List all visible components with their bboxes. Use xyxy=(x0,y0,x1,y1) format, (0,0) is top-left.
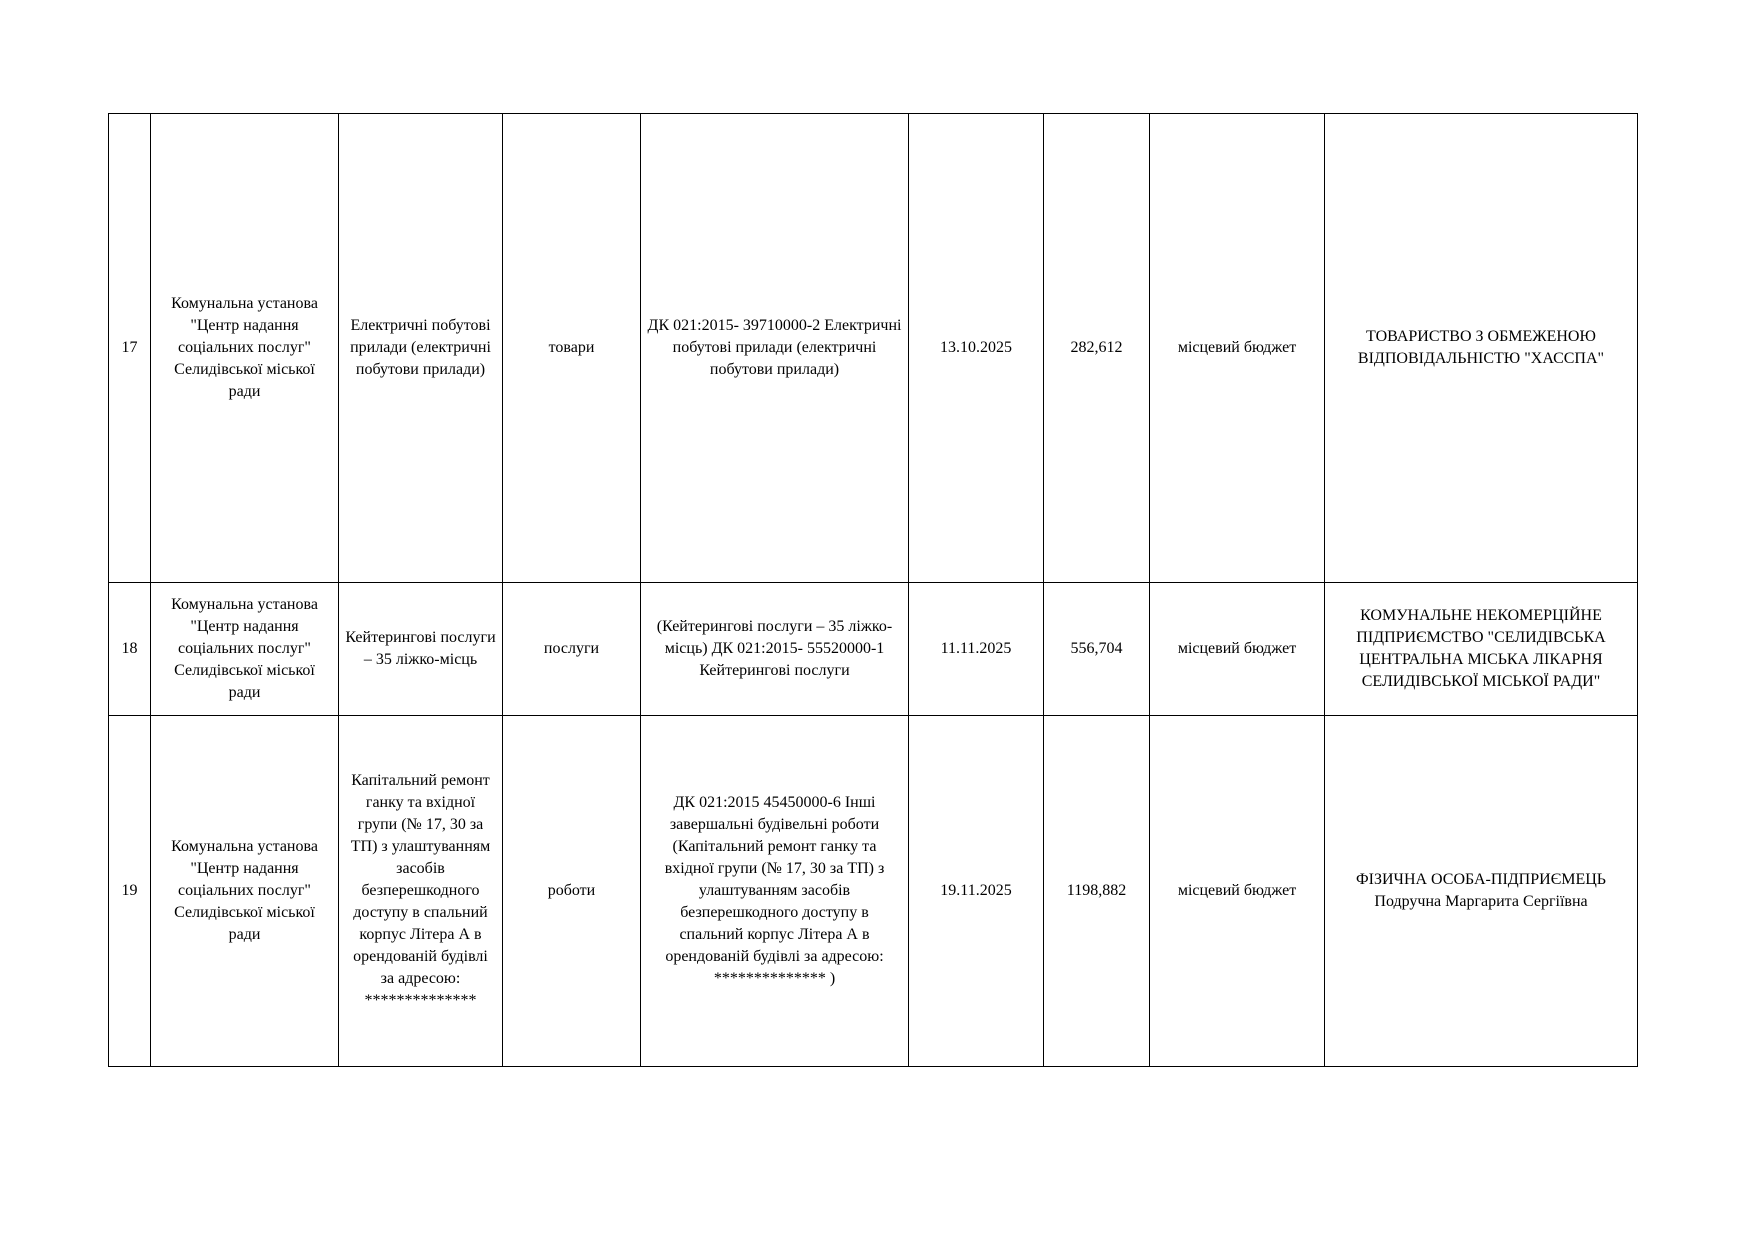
row-number: 18 xyxy=(109,583,151,716)
date-cell: 11.11.2025 xyxy=(909,583,1044,716)
supplier-name: КОМУНАЛЬНЕ НЕКОМЕРЦІЙНЕ ПІДПРИЄМСТВО "СЕЛИДІВСЬКА ЦЕНТРАЛЬНА МІСЬКА ЛІКАРНЯ СЕЛИДІВСЬКОЇ МІСЬКОЇ РАДИ" xyxy=(1356,607,1606,690)
funding-source-cell: місцевий бюджет xyxy=(1150,114,1325,583)
row-number: 19 xyxy=(109,716,151,1067)
classifier-code-cell: (Кейтерингові послуги – 35 ліжко-місць) ДК 021:2015- 55520000-1 Кейтерингові послуги xyxy=(641,583,909,716)
amount-cell: 556,704 xyxy=(1044,583,1150,716)
supplier-name: ТОВАРИСТВО З ОБМЕЖЕНОЮ ВІДПОВІДАЛЬНІСТЮ "ХАССПА" xyxy=(1357,328,1605,367)
subject-cell: Капітальний ремонт ганку та вхідної групи (№ 17, 30 за ТП) з улаштуванням засобів безперешкодного доступу в спальний корпус Літера А в орендованій будівлі за адресою: ************** xyxy=(339,716,503,1067)
supplier-cell xyxy=(1325,716,1638,1067)
procurement-table xyxy=(108,113,1638,1067)
classifier-code-cell: ДК 021:2015 45450000-6 Інші завершальні будівельні роботи (Капітальний ремонт ганку та вхідної групи (№ 17, 30 за ТП) з улаштуванням засобів безперешкодного доступу в спальний корпус Літера А в орендованій будівлі за адресою: ************** ) xyxy=(641,716,909,1067)
customer-cell: Комунальна установа "Центр надання соціальних послуг" Селидівської міської ради xyxy=(151,583,339,716)
type-cell: послуги xyxy=(503,583,641,716)
type-cell: товари xyxy=(503,114,641,583)
subject-cell: Електричні побутові прилади (електричні побутови прилади) xyxy=(339,114,503,583)
amount-cell: 282,612 xyxy=(1044,114,1150,583)
supplier-person: Подручна Маргарита Сергіївна xyxy=(1374,893,1588,910)
type-cell: роботи xyxy=(503,716,641,1067)
amount-cell: 1198,882 xyxy=(1044,716,1150,1067)
subject-cell: Кейтерингові послуги – 35 ліжко-місць xyxy=(339,583,503,716)
funding-source-cell: місцевий бюджет xyxy=(1150,583,1325,716)
classifier-code-cell: ДК 021:2015- 39710000-2 Електричні побутові прилади (електричні побутови прилади) xyxy=(641,114,909,583)
supplier-cell xyxy=(1325,583,1638,716)
row-number: 17 xyxy=(109,114,151,583)
date-cell: 19.11.2025 xyxy=(909,716,1044,1067)
table-row xyxy=(109,716,1638,1067)
table-row xyxy=(109,583,1638,716)
funding-source-cell: місцевий бюджет xyxy=(1150,716,1325,1067)
table-row xyxy=(109,114,1638,583)
date-cell: 13.10.2025 xyxy=(909,114,1044,583)
customer-cell: Комунальна установа "Центр надання соціальних послуг" Селидівської міської ради xyxy=(151,716,339,1067)
customer-cell: Комунальна установа "Центр надання соціальних послуг" Селидівської міської ради xyxy=(151,114,339,583)
supplier-cell xyxy=(1325,114,1638,583)
supplier-name: ФІЗИЧНА ОСОБА-ПІДПРИЄМЕЦЬ xyxy=(1356,871,1606,888)
